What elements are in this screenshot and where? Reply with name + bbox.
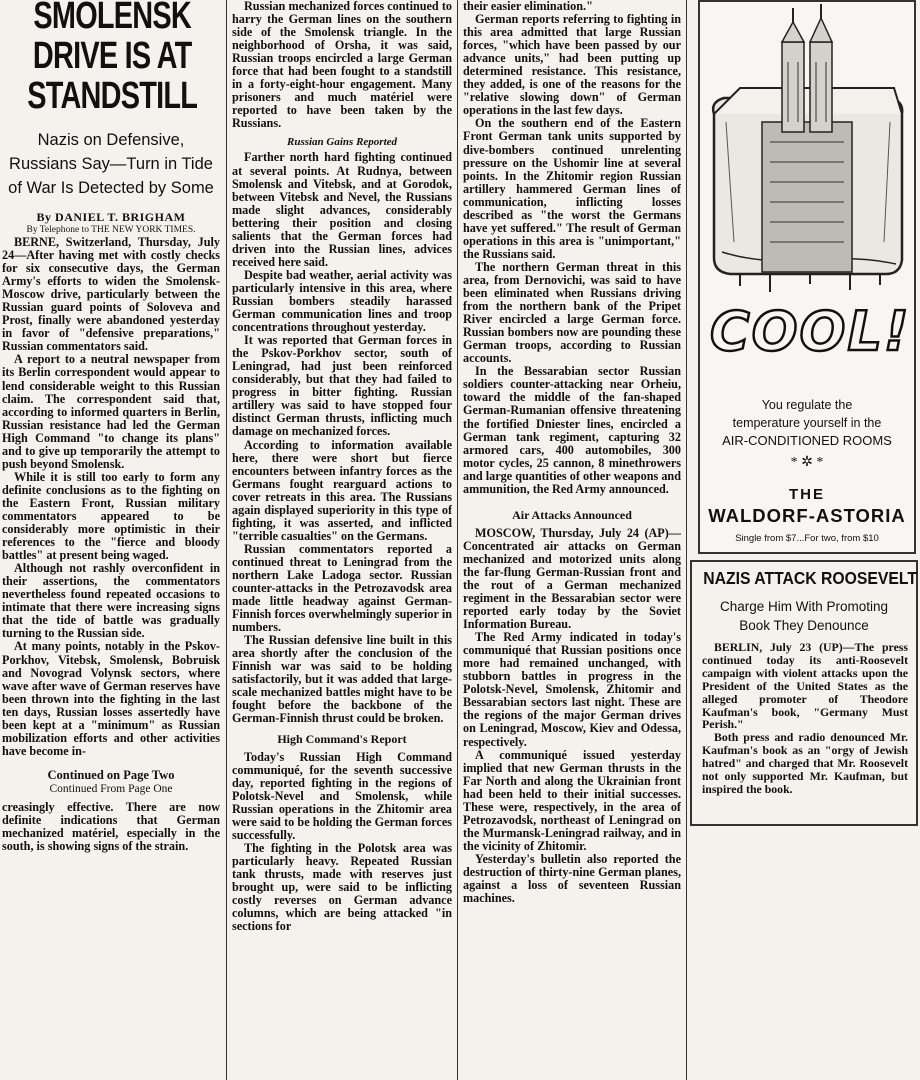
byline: By DANIEL T. BRIGHAM bbox=[36, 210, 186, 224]
hotel-advertisement bbox=[698, 0, 916, 554]
column-1 bbox=[2, 0, 220, 853]
paragraph: BERLIN, July 23 (UP)—The press continued today its anti-Roosevelt campaign with violent attacks upon the President of the United States as the alleged promoter of Theodore Kaufman's book, "Germany Must Perish." bbox=[702, 640, 908, 732]
paragraph: Yesterday's bulletin also reported the destruction of thirty-nine German planes, against a loss of seventeen Russian machines. bbox=[463, 851, 681, 906]
headline: SMOLENSK DRIVE IS AT STANDSTILL bbox=[27, 0, 198, 117]
side-deck: Charge Him With Promoting Book They Denounce bbox=[719, 599, 889, 633]
ad-cool-slogan: COOL! bbox=[710, 300, 911, 363]
side-headline: NAZIS ATTACK ROOSEVELT bbox=[703, 568, 917, 588]
paragraph: BERNE, Switzerland, Thursday, July 24—After having met with costly checks for six consecutive days, the German Army's efforts to widen the Smolensk-Moscow drive, particularly between the Russian guard points of Soloveva and Prost, finally were abandoned yesterday in favor of "defensive preparations," Russian commentators said. bbox=[2, 235, 220, 354]
paragraph: At many points, notably in the Pskov-Porkhov, Vitebsk, Smolensk, Bobruisk and Novograd Volynsk sectors, where wave after wave of German reserves have been thrown into the fighting in the last ten days, Russian losses assertedly have been kept at a "minimum" as Russian mobilization efforts and other activities have become in- bbox=[2, 639, 220, 758]
paragraph: Both press and radio denounced Mr. Kaufman's book as an "orgy of Jewish hatred" and charged that Mr. Roosevelt not only supported Mr. Kaufman, but inspired the book. bbox=[702, 730, 908, 796]
paragraph: The Russian defensive line built in this area shortly after the conclusion of the Finnish war was said to be holding satisfactorily, but it was added that large-scale mechanized battles might have to be fought before the backbone of the German-Finnish thrust could be broken. bbox=[232, 633, 452, 726]
paragraph: On the southern end of the Eastern Front German tank units supported by dive-bombers continued unrelenting pressure on the Ushomir line at several points. In the Zhitomir region Russian artillery hammered German lines of communication, inflicting losses described as "the worst the Germans have yet suffered." The result of German operations in this area is "unimportant," the Russians said. bbox=[463, 116, 681, 261]
jump-line: Continued From Page One bbox=[49, 782, 173, 795]
paragraph: It was reported that German forces in the Pskov-Porkhov sector, south of Leningrad, had just been reinforced considerably, but that they had failed to progress in bitter fighting. Russian artillery was said to have stopped four distinct German thrusts, inflicting much damage on mechanized forces. bbox=[232, 333, 452, 439]
paragraph: According to information available here, there were short but fierce encounters between infantry forces as the Germans fought rearguard actions to cover retreats in this area. The Russians again displayed superiority in this type of fighting, it was asserted, and inflicted "terrible casualties" on the Germans. bbox=[232, 437, 452, 543]
paragraph: The northern German threat in this area, from Dernovichi, was said to have been eliminated when Russians driving from the northern bank of the Pripet River encircled a large German force. Russian bombers now are pounding these German troops, according to Russian accounts. bbox=[463, 259, 681, 366]
paragraph: Although not rashly overconfident in their assertions, the commentators nevertheless found repeated occasions to intimate that there were increasing signs that the tide of battle was gradually turning to the Russian side. bbox=[2, 561, 220, 641]
ad-brand-name: WALDORF-ASTORIA bbox=[708, 505, 906, 526]
side-article bbox=[690, 560, 918, 826]
column-rule bbox=[686, 0, 687, 1080]
ad-copy: You regulate the temperature yourself in the bbox=[732, 398, 882, 430]
jump-line: Continued on Page Two bbox=[47, 767, 175, 782]
paragraph: A communiqué issued yesterday implied that new German thrusts in the Far North and along the Ukrainian front had been held to their initial successes. These were, respectively, in the area of Petrozavodsk, northeast of Leningrad on the Murmansk-Leningrad railway, and in the vicinity of Zhitomir. bbox=[463, 747, 681, 853]
paragraph: their easier elimination." bbox=[463, 0, 593, 13]
paragraph: A report to a neutral newspaper from its Berlin correspondent would appear to lend considerable weight to this Russian claim. The correspondent said that, according to informed quarters in Berlin, Russian resistance had led the German High Command "to change its plans" and to give up temporarily the attempt to push beyond Smolensk. bbox=[2, 352, 220, 471]
ad-rooms: AIR-CONDITIONED ROOMS bbox=[722, 433, 892, 448]
ad-brand-prefix: THE bbox=[789, 486, 825, 503]
paragraph: Russian mechanized forces continued to harry the German lines on the southern side of the Smolensk triangle. In the neighborhood of Orsha, it was said, Russian troops encircled a large German force that had been fought to a standstill in a forty-eight-hour engagement. Many prisoners and much matériel were reported to have been taken by the Russians. bbox=[232, 0, 452, 131]
paragraph: While it is still too early to form any definite conclusions as to the fighting on the Eastern Front, Russian military commentators appeared to be considerably more optimistic in their references to the "fierce and bloody battles" at present being waged. bbox=[2, 469, 220, 563]
paragraph: MOSCOW, Thursday, July 24 (AP)—Concentrated air attacks on German mechanized and motorized units along the far-flung German-Russian front and the rout of a German mechanized regiment in the Bessarabian sector were reported early today by the Soviet Information Bureau. bbox=[463, 525, 681, 632]
paragraph: The fighting in the Polotsk area was particularly heavy. Repeated Russian tank thrusts, made with reserves just brought up, were said to be inflicting costly reverses on German advance columns, which are being attacked "in sections for bbox=[232, 840, 452, 934]
paragraph: Russian commentators reported a continued threat to Leningrad from the northern Lake Ladoga sector. Russian counter-attacks in the Petrozavodsk area made little headway against German-Finnish forces overwhelmingly superior in numbers. bbox=[232, 541, 452, 635]
subheading: Russian Gains Reported bbox=[286, 136, 398, 149]
column-rule bbox=[226, 0, 227, 1080]
ad-price-line: Single from $7...For two, from $10 bbox=[735, 533, 879, 544]
hotel-ice-block-illustration bbox=[700, 2, 914, 292]
paragraph: Today's Russian High Command communiqué, for the seventh successive day, reported fighting in the regions of Polotsk-Nevel and Smolensk, while Russian operations in the Zhitomir area were said to be holding the German forces successfully. bbox=[232, 749, 452, 842]
paragraph: Farther north hard fighting continued at several points. At Rudnya, between Smolensk and Vitebsk, and at Gorodok, between Vitebsk and Nevel, the Russians made slight advances, considerably bettering their position and closing salients that the German forces had driven into the Russian lines, advices received here said. bbox=[232, 150, 452, 269]
paragraph: creasingly effective. There are now definite indications that German mechanized matériel, especially in the south, is showing signs of the strain. bbox=[2, 799, 220, 854]
paragraph: The Red Army indicated in today's communiqué that Russian positions once more had remained unchanged, with stubborn battles in progress in the Polotsk-Nevel, Smolensk, Zhitomir and Bessarabian sectors last night. These are the regions of the major German drives on Leningrad, Moscow, Kiev and Odessa, respectively. bbox=[463, 630, 681, 749]
subheading: High Command's Report bbox=[277, 731, 407, 746]
paragraph: In the Bessarabian sector Russian soldiers counter-attacking near Orheiu, toward the middle of the fan-shaped German-Rumanian offensive threatening the fortified Dniester lines, encircled a German tank regiment, capturing 32 armored cars, 400 automobiles, 300 motor cycles, 25 cannon, 8 minethrowers and large quantities of other weapons and ammunition, the Red Army announced. bbox=[463, 364, 681, 496]
column-rule bbox=[457, 0, 458, 1080]
paragraph: Despite bad weather, aerial activity was particularly intensive in this area, where Russian bombers steadily harassed German communication lines and troop concentrations throughout yesterday. bbox=[232, 267, 452, 335]
subheading: Air Attacks Announced bbox=[512, 507, 632, 522]
star-ornament-icon: * ✲ * bbox=[790, 455, 824, 470]
column-3 bbox=[463, 0, 681, 905]
column-2 bbox=[232, 0, 452, 933]
paragraph: German reports referring to fighting in this area admitted that large Russian forces, "which have been passed by our advance units," had been putting up determined resistance. This resistance, they added, is one of the reasons for the "relative slowing down" of German operations in the last few days. bbox=[463, 12, 681, 118]
deck: Nazis on Defensive, Russians Say—Turn in Tide of War Is Detected by Some bbox=[8, 131, 214, 197]
credit-line: By Telephone to THE NEW YORK TIMES. bbox=[26, 225, 196, 235]
